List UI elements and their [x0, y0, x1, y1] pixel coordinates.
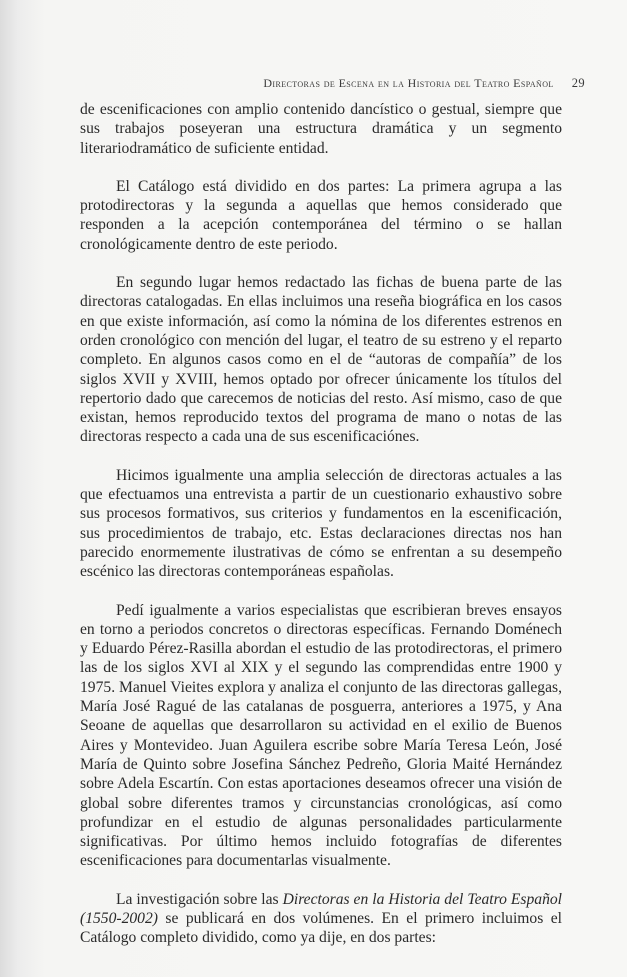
paragraph-6-start: La investigación sobre las	[116, 890, 283, 908]
paragraph-3: En segundo lugar hemos redactado las fichas de buena parte de las directoras catalogadas. En ellas incluimos una reseña biográfica en los casos en que existe información, así como la nómina de los diferentes estrenos en orden cronológico con mención del lugar, el teatro de su estreno y el reparto completo. En algunos casos como en el de “autoras de compañía” de los siglos XVII y XVIII, hemos optado por ofrecer únicamente los títulos del repertorio dado que carecemos de noticias del resto. Así mismo, caso de que existan, hemos reproducido textos del programa de mano o notas de las directoras respecto a cada una de sus escenificaciónes.	[80, 274, 562, 446]
paragraph-4: Hicimos igualmente una amplia selección de directoras actuales a las que efectuamos una entrevista a partir de un cuestionario exhaustivo sobre sus procesos formativos, sus criterios y fundamentos en la escenificación, sus procedimientos de trabajo, etc. Estas declaraciones directas nos han parecido enormemente ilustrativas de cómo se enfrentan a su desempeño escénico las directoras contemporáneas españolas.	[80, 466, 562, 581]
page-number: 29	[571, 76, 585, 90]
paragraph-1: de escenificaciones con amplio contenido dancístico o gestual, siempre que sus trabajos poseyeran una estructura dramática y un segmento literariodramático de suficiente entidad.	[80, 101, 562, 157]
running-header	[230, 76, 585, 91]
paragraph-6	[80, 890, 562, 948]
paragraph-2: El Catálogo está dividido en dos partes: La primera agrupa a las protodirectoras y la segunda a aquellas que hemos considerado que responden a la acepción contemporánea del término o se hallan cronológicamente dentro de este periodo.	[80, 177, 562, 253]
body-text	[80, 100, 562, 967]
paragraph-6-end: se publicará en dos volúmenes. En el primero incluimos el Catálogo completo dividido, como ya dije, en dos partes:	[80, 909, 562, 947]
book-title-italic: Directoras en la Historia del Teatro Español (1550-2002)	[80, 890, 562, 927]
running-header-title: Directoras de Escena en la Historia del Teatro Español	[263, 76, 554, 90]
paragraph-5: Pedí igualmente a varios especialistas que escribieran breves ensayos en torno a periodos concretos o directoras específicas. Fernando Doménech y Eduardo Pérez-Rasilla abordan el estudio de las protodirectoras, el primero las de los siglos XVI al XIX y el segundo las comprendidas entre 1900 y 1975. Manuel Vieites explora y analiza el conjunto de las directoras gallegas, María José Ragué de las catalanas de posguerra, anteriores a 1975, y Ana Seoane de aquellas que desarrollaron su actividad en el exilio de Buenos Aires y Montevideo. Juan Aguilera escribe sobre María Teresa León, José María de Quinto sobre Josefina Sánchez Pedreño, Gloria Maité Hernández sobre Adela Escartín. Con estas aportaciones deseamos ofrecer una visión de global sobre diferentes tramos y circunstancias cronológicas, así como profundizar en el estudio de algunas personalidades particularmente significativas. Por último hemos incluido fotografías de diferentes escenificaciones para documentarlas visualmente.	[80, 601, 562, 870]
